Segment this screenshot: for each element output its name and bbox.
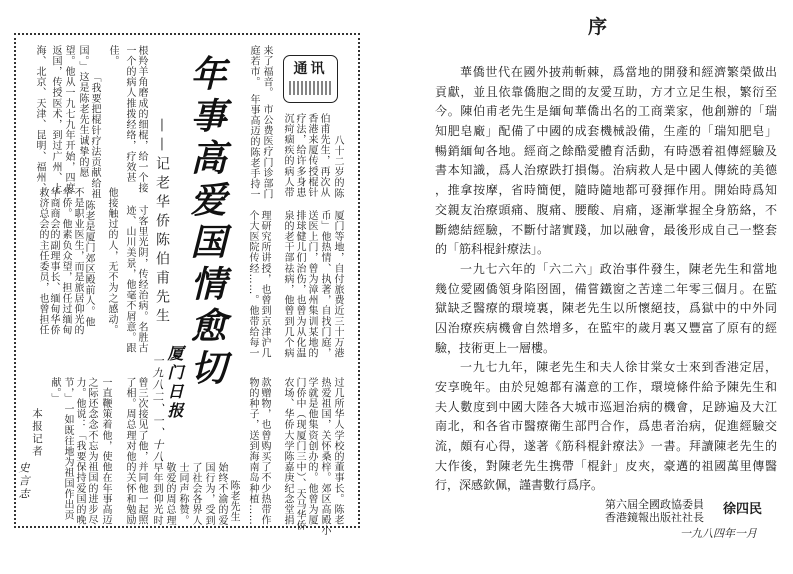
text-line: 行，深感欽佩，謹書數行爲序。 [435, 478, 604, 493]
logo-text: 通讯 [293, 61, 328, 77]
clip-column: 国。」这是陈老先生诚挚的愿 [77, 45, 88, 178]
clip-column: 寸客里光阴，传经治病。名胜古 [136, 205, 147, 354]
clip-column: 节，」一如既往地为祖国作出贡 [62, 377, 73, 521]
clip-column: 来了福音。 [261, 45, 272, 98]
text-line: 一九七六年的「六二六」政治事件發生，陳老先生和當地 [460, 261, 777, 276]
clip-column: 佳。 [107, 45, 118, 67]
clip-column: 了社会各界人 [190, 462, 201, 526]
text-line: 華僑世代在國外披荊斬棘，爲當地的開發和經濟繁榮做出 [460, 65, 777, 79]
clip-column: 力。他说：「我要保持爱国的晚 [74, 377, 85, 526]
text-line: 今。陳伯甫老先生是緬甸華僑出名的工商業家，他創辦的「瑞 [435, 104, 777, 119]
clip-column: 陈老先生 [228, 480, 239, 523]
text-line: 驗，技術更上一層樓。 [435, 340, 556, 355]
text-line: ，推拿按摩，省時簡便，隨時隨地都可發揮作用。開始時爲知 [435, 183, 777, 198]
clip-column: 庭若市。 [248, 45, 259, 88]
logo-sketch-icon [289, 81, 333, 95]
author-signature: 史言志 [17, 462, 30, 501]
text-line: 流，頗有心得，遂著《筋科棍針療法》一書。拜讀陳老先生的 [435, 439, 777, 454]
clip-column: 一直鞭策着他，使他在年事高迈 [100, 377, 111, 526]
text-line: 斷總結經驗，不斷付諸實踐，加以融會，最後形成自己一整套 [435, 222, 777, 237]
clip-column: 早年到仰光时 [151, 462, 162, 526]
preface-title: 序 [588, 16, 608, 38]
clip-column: 华侨。他素负众望，担任过缅甸 [60, 187, 71, 336]
text-line: 知肥皂廠」配備了中國的成套機械設備，生產的「瑞知肥皂」 [435, 124, 777, 139]
signature-title-2: 香港鏡報出版社社長 [605, 511, 704, 524]
text-line: 南北，和各省市醫療衛生部門合作，爲患者治病，促進經驗交 [435, 419, 777, 434]
text-line: 的「筋科棍針療法」。 [435, 242, 550, 257]
clip-column: 根羚羊角磨成的细棍，给一个接 [136, 45, 147, 194]
tongxun-logo [283, 55, 338, 103]
clip-column: 陈老是厦门郊区殿前人。他 [83, 200, 94, 328]
clip-column: 他接触过的人，无不为之感动。 [106, 187, 117, 336]
clip-column: 个大医院传经……。他带给每一 [247, 210, 258, 359]
byline: 本报记者 [31, 408, 43, 458]
signature-date: 一九八四年一月 [680, 527, 757, 540]
clip-column: 排球健儿们治伤，也曾为从化温 [294, 210, 305, 359]
preface-body [435, 63, 777, 496]
text-line: 大作後，對陳老先生携帶「棍針」皮夾，豪邁的祖國萬里傳醫 [435, 458, 777, 473]
clip-column: 伯甫先生，再次从 [318, 113, 329, 198]
clip-column: 疗法，给许多身患 [294, 113, 305, 198]
clip-column: 不是职业医生，而是旅居仰光的 [72, 187, 83, 336]
clip-column: 款赠物，也曾购买了不少热带作 [259, 377, 270, 526]
clip-column: 泉的老干部祛病，他曾到几个病 [282, 210, 293, 359]
clip-column: 送医上门，曾为漳州集训某地的 [306, 210, 317, 359]
text-line: 書本知識，爲人治療跌打損傷。治病救人是中國人傳統的美德 [435, 163, 777, 178]
clip-column: 救济总会的主任委员，也曾担任 [37, 187, 48, 336]
clip-column: 华商商会的副理事长、缅甸华侨 [48, 187, 59, 336]
clip-column: 始终不渝的爱 [216, 462, 227, 526]
text-line: 囚治療疾病機會自然增多，在監牢的歲月裏又豐富了原有的經 [435, 320, 777, 335]
source-newspaper: 厦门日报 [165, 345, 184, 421]
clip-column: 迹、山川美景，他毫不屑意。跟 [124, 205, 135, 354]
clip-column: 八十二岁的陈 [332, 135, 343, 199]
clip-column: 「我要把棍针疗法贡献给祖 [89, 72, 100, 200]
headline: 年事高爱国情愈切 [185, 55, 227, 391]
clip-column: 过几所华人学校的董事长。陈老 [332, 377, 343, 526]
clip-column: 农场、华侨大学陈嘉庚纪念堂捐 [282, 377, 293, 526]
clip-column: 返国，传授医术，到过广州、上 [50, 45, 61, 194]
signature-name: 徐四民 [723, 502, 763, 517]
text-line: 交親友治療頭痛、腹痛、腰酸、肩痛，逐漸掌握全身筋絡，不 [435, 202, 777, 217]
signature-title-1: 第六屆全國政協委員 [605, 498, 704, 511]
clip-column: 一个的病人推拨经络，疗效甚 [124, 45, 135, 183]
text-line: 暢銷緬甸各地。經商之餘酷愛體育活動，有時憑着祖傳經驗及 [435, 143, 777, 158]
clip-column: 理研究所讲授，也曾到京津沪几 [259, 210, 270, 359]
clip-column: 年事高迈的陈老手持一 [248, 94, 259, 200]
clip-column: 敬爱的周总理 [164, 462, 175, 526]
clip-column: 门侨中（现厦门三中）、天马华侨 [294, 377, 305, 531]
text-line: 夫人數度到中國大陸各大城市巡迴治病的機會，足跡遍及大江 [435, 399, 777, 414]
text-line: 安享晚年。由於兒媳都有滿意的工作，環境條件給予陳先生和 [435, 380, 777, 394]
clip-column: 海、北京、天津、昆明、福州、 [34, 45, 45, 194]
clip-column: 献。」 [49, 377, 60, 404]
publication-date: 一九八二、一、十八 [151, 355, 164, 463]
clip-column: 士同声称赞。 [177, 462, 188, 526]
clip-column: 热爱祖国，关怀桑梓。郊区高殿小 [319, 377, 330, 536]
clip-column: 学就是他集资创办的。他曾为厦 [306, 377, 317, 526]
clip-column: 了相。周总理对他的关怀和勉励 [124, 377, 135, 526]
text-line: 獄缺乏醫療的環境裏，陳老先生以所懷絕技，爲獄中的中外同 [435, 301, 777, 316]
clip-column: 望。他从一九七九年开始，四度 [63, 45, 74, 194]
clip-column: 厦门等地，自付旅费近三十万港 [332, 210, 343, 359]
subtitle: ——记老华侨陈伯甫先生 [154, 118, 170, 327]
clip-column: 国行为，受到 [203, 462, 214, 526]
clip-column: 之际还念念不忘为祖国的进步尽 [86, 377, 97, 526]
text-line: 幾位愛國僑領身陷囹圄，備嘗鐵窗之苦達二年零三個月。在監 [435, 281, 777, 296]
clip-column: 沉疴痼疾的病人带 [282, 113, 293, 198]
clip-column: 香港来厦传授棍针 [306, 113, 317, 198]
text-line: 一九七九年，陳老先生和夫人徐甘棠女士來到香港定居， [460, 360, 777, 375]
clip-column: 物的种子，送到海南岛种植…… [247, 377, 258, 526]
clip-column: 币」他热情、执著，自找门庭， [319, 210, 330, 359]
text-line: 貢獻，並且依靠僑胞之間的友愛互助，方才立足生根，繁衍至 [435, 84, 777, 99]
clip-column: 市公费医疗门诊部门 [261, 104, 272, 200]
clip-column: 曾三次接见了他，并同他一起照 [136, 377, 147, 526]
